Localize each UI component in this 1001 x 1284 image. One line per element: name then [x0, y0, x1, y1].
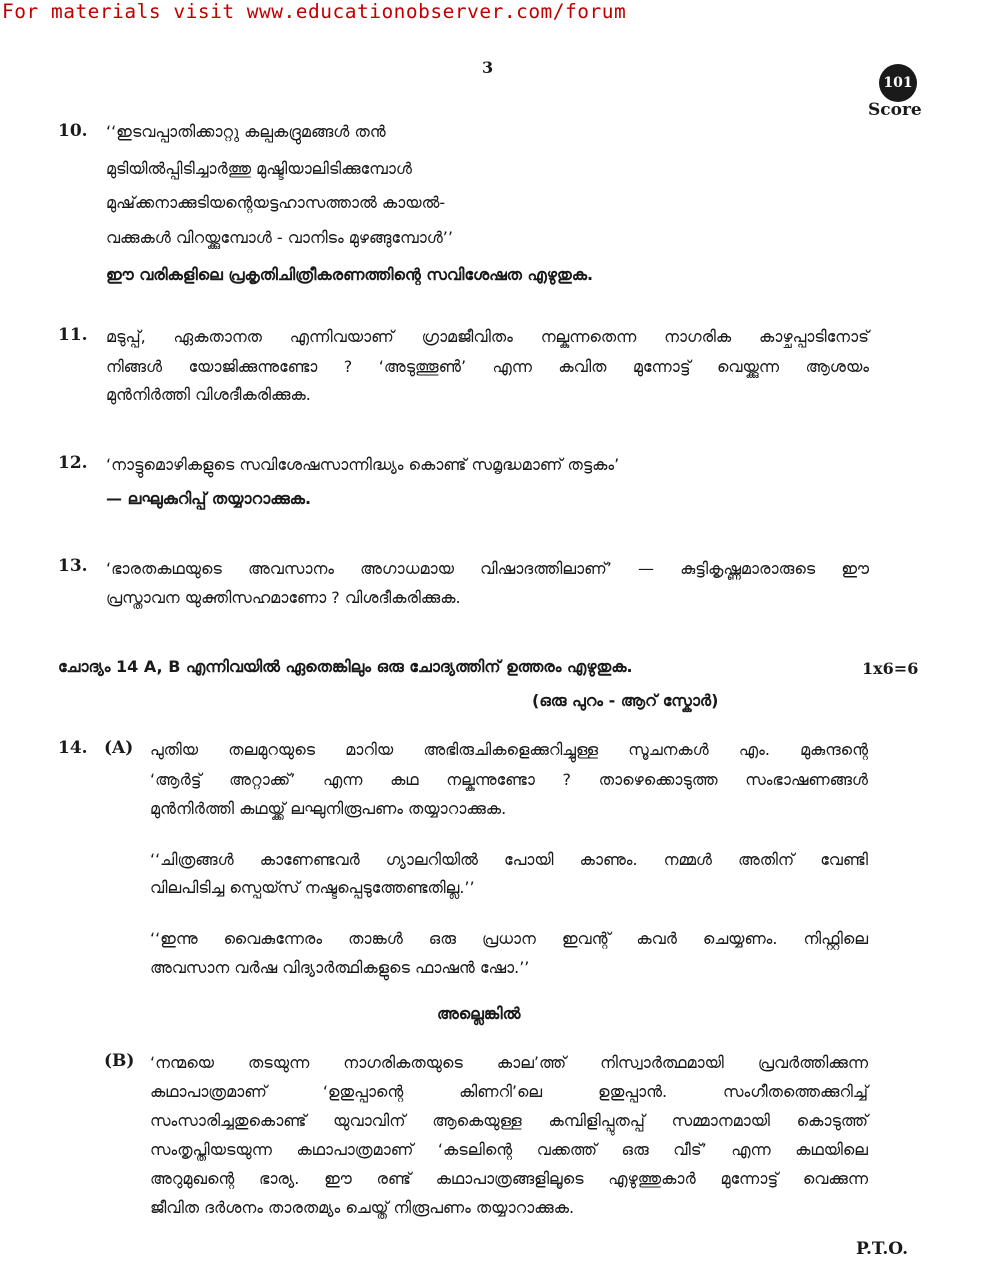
quote-1-line-1: ‘‘ചിത്രങ്ങൾ കാണേണ്ടവർ ഗ്യാലറിയിൽ പോയി കാണും. നമ്മൾ അതിന് വേണ്ടി — [150, 850, 868, 869]
question-number-11: 11. — [58, 325, 88, 345]
question-number-13: 13. — [58, 556, 88, 576]
question-11-line-1: മടുപ്പ്, ഏകതാനത എന്നിവയാണ് ഗ്രാമജീവിതം നല്കുന്നതെന്ന നാഗരിക കാഴ്ചപ്പാടിനോട് — [106, 327, 869, 346]
option-b-line-6: ജീവിത ദർശനം താരതമ്യം ചെയ്ത് നിരൂപണം തയ്യാറാക്കുക. — [150, 1198, 575, 1217]
question-11-line-3: മുൻനിർത്തി വിശദീകരിക്കുക. — [106, 385, 311, 404]
poem-line-2: മുടിയിൽപ്പിടിച്ചാർത്തു മുഷ്ടിയാലിടിക്കുമ്പോൾ — [106, 159, 412, 178]
poem-line-3: മുഷ്‌ക്കനാക്കുടിയന്റെയട്ടഹാസത്താൽ കായൽ- — [106, 193, 446, 212]
question-number-12: 12. — [58, 453, 88, 473]
option-a-line-3: മുൻനിർത്തി കഥയ്ക്ക് ലഘുനിരൂപണം തയ്യാറാക്കുക. — [150, 799, 507, 818]
watermark-header: For materials visit www.educationobserver.com/forum — [2, 0, 627, 23]
question-13-line-2: പ്രസ്താവന യുക്തിസഹമാണോ ? വിശദീകരിക്കുക. — [106, 588, 461, 607]
option-a-line-1: പുതിയ തലമുറയുടെ മാറിയ അഭിരുചികളെക്കുറിച്ചുള്ള സൂചനകൾ എം. മുകുന്ദന്റെ — [150, 740, 868, 759]
question-number-10: 10. — [58, 121, 88, 141]
section-marks: 1x6=6 — [862, 659, 919, 678]
option-b-label: (B) — [104, 1051, 135, 1071]
poem-line-1: ‘‘ഇടവപ്പാതിക്കാറ്റു കല്പകദ്രുമങ്ങൾ തൻ — [106, 122, 386, 141]
page-number: 3 — [482, 58, 494, 77]
question-13-line-1: ‘ഭാരതകഥയുടെ അവസാനം അഗാധമായ വിഷാദത്തിലാണ്’ — കുട്ടികൃഷ്ണമാരാരുടെ ഈ — [106, 559, 869, 578]
question-12-instruction: — ലഘുകുറിപ്പ് തയ്യാറാക്കുക. — [106, 489, 312, 508]
option-b-line-5: അറുമുഖന്റെ ഭാര്യ. ഈ രണ്ട് കഥാപാത്രങ്ങളിലൂടെ എഴുത്തുകാർ മുന്നോട്ട് വെക്കുന്ന — [150, 1169, 868, 1188]
question-12-text: ‘നാട്ടുമൊഴികളുടെ സവിശേഷസാന്നിദ്ധ്യം കൊണ്ട് സമൃദ്ധമാണ് തട്ടകം’ — [106, 455, 620, 474]
option-b-line-4: സംതൃപ്തിയടയുന്ന കഥാപാത്രമാണ് ‘കടലിന്റെ വക്കത്ത് ഒരു വീട്’ എന്ന കഥയിലെ — [150, 1140, 868, 1159]
option-b-line-2: കഥാപാത്രമാണ് ‘ഉതുപ്പാന്റെ കിണറി’ലെ ഉതുപ്പാൻ. സംഗീതത്തെക്കുറിച്ച് — [150, 1082, 868, 1101]
poem-line-4: വക്കുകൾ വിറയ്ക്കുമ്പോൾ - വാനിടം മുഴങ്ങുമ്പോൾ’’ — [106, 228, 453, 247]
question-10-instruction: ഈ വരികളിലെ പ്രകൃതിചിത്രീകരണത്തിന്റെ സവിശേഷത എഴുതുക. — [106, 265, 594, 284]
pto-label: P.T.O. — [856, 1239, 908, 1259]
or-label: അല്ലെങ്കിൽ — [437, 1004, 521, 1023]
option-b-line-3: സംസാരിച്ചതുകൊണ്ട് യുവാവിന് ആകെയുള്ള കമ്പിളിപ്പുതപ്പ് സമ്മാനമായി കൊടുത്ത് — [150, 1111, 868, 1130]
quote-1-line-2: വിലപിടിച്ച സ്പെയ്സ് നഷ്ടപ്പെടുത്തേണ്ടതില്ല.’’ — [150, 878, 475, 897]
option-a-line-2: ‘ആർട്ട് അറ്റാക്ക്’ എന്ന കഥ നല്കുന്നുണ്ടോ ? താഴെക്കൊടുത്ത സംഭാഷണങ്ങൾ — [150, 770, 868, 789]
question-number-14: 14. — [58, 738, 88, 758]
score-label: Score — [868, 100, 922, 120]
option-b-line-1: ‘നന്മയെ തടയുന്ന നാഗരികതയുടെ കാല’ത്ത് നിസ്വാർത്ഥമായി പ്രവർത്തിക്കുന്ന — [150, 1053, 868, 1072]
question-11-line-2: നിങ്ങൾ യോജിക്കുന്നുണ്ടോ ? ‘അടുത്തൂൺ’ എന്ന കവിത മുന്നോട്ട് വെയ്ക്കുന്ന ആശയം — [106, 357, 869, 376]
score-badge: 101 — [879, 64, 917, 102]
section-instruction: ചോദ്യം 14 A, B എന്നിവയിൽ ഏതെങ്കിലും ഒരു ചോദ്യത്തിന് ഉത്തരം എഴുതുക. — [58, 657, 633, 676]
section-subnote: (ഒരു പുറം - ആറ് സ്കോർ) — [532, 691, 719, 710]
quote-2-line-2: അവസാന വർഷ വിദ്യാർത്ഥികളുടെ ഫാഷൻ ഷോ.’’ — [150, 958, 530, 977]
option-a-label: (A) — [104, 738, 134, 758]
quote-2-line-1: ‘‘ഇന്നു വൈകുന്നേരം താങ്കൾ ഒരു പ്രധാന ഇവന്റ് കവർ ചെയ്യണം. നിഫ്റ്റിലെ — [150, 929, 868, 948]
